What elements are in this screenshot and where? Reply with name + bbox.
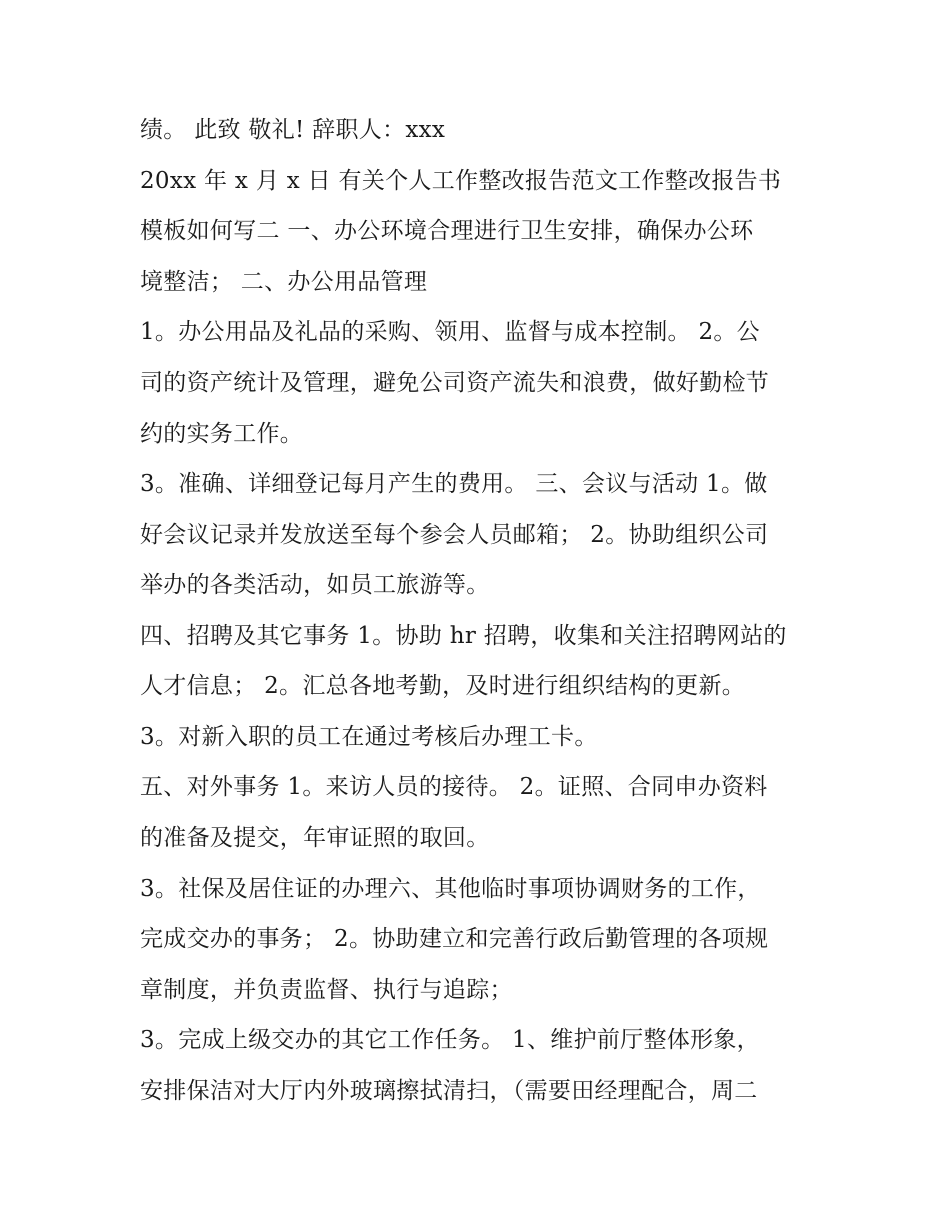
text-line: 1。办公用品及礼品的采购、领用、监督与成本控制。 2。公 xyxy=(140,319,760,345)
text-line: 20xx 年 x 月 x 日 有关个人工作整改报告范文工作整改报告书 xyxy=(140,168,782,194)
text-line: 绩。 此致 敬礼! 辞职人：xxx xyxy=(140,117,446,143)
text-line: 约的实务工作。 xyxy=(140,421,304,447)
text-line: 安排保洁对大厅内外玻璃擦拭清扫，（需要田经理配合，周二 xyxy=(140,1078,758,1104)
text-line: 3。完成上级交办的其它工作任务。 1、维护前厅整体形象， xyxy=(140,1027,760,1053)
text-line: 境整洁； 二、办公用品管理 xyxy=(140,269,428,295)
text-line: 人才信息； 2。汇总各地考勤，及时进行组织结构的更新。 xyxy=(140,673,746,699)
text-line: 模板如何写二 一、办公环境合理进行卫生安排，确保办公环 xyxy=(140,218,754,244)
text-line: 好会议记录并发放送至每个参会人员邮箱； 2。协助组织公司 xyxy=(140,522,769,548)
text-line: 3。社保及居住证的办理六、其他临时事项协调财务的工作， xyxy=(140,876,761,902)
text-line: 五、对外事务 1。来访人员的接待。 2。证照、合同申办资料 xyxy=(140,774,768,800)
text-line: 司的资产统计及管理，避免公司资产流失和浪费，做好勤检节 xyxy=(140,370,770,396)
text-line: 3。对新入职的员工在通过考核后办理工卡。 xyxy=(140,724,598,750)
text-line: 的准备及提交，年审证照的取回。 xyxy=(140,825,490,851)
text-line: 完成交办的事务； 2。协助建立和完善行政后勤管理的各项规 xyxy=(140,926,769,952)
text-line: 章制度，并负责监督、执行与追踪； xyxy=(140,977,513,1003)
text-line: 四、招聘及其它事务 1。协助 hr 招聘，收集和关注招聘网站的 xyxy=(140,623,787,649)
text-line: 3。准确、详细登记每月产生的费用。 三、会议与活动 1。做 xyxy=(140,471,768,497)
text-line: 举办的各类活动，如员工旅游等。 xyxy=(140,572,490,598)
